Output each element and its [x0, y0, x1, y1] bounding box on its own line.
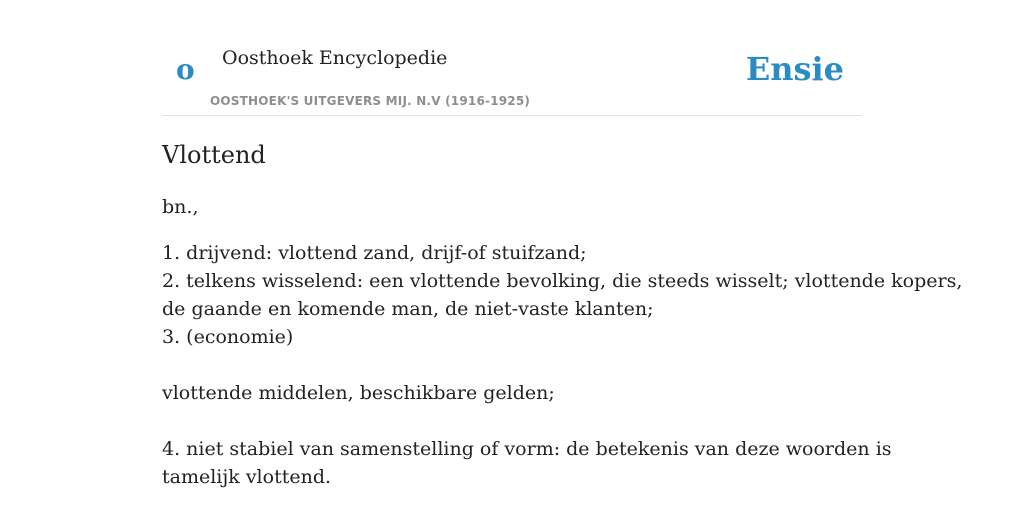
blank-line — [162, 407, 862, 435]
definition-line: 4. niet stabiel van samenstelling of vorm: de betekenis van deze woorden is — [162, 438, 892, 460]
definition-line: de gaande en komende man, de niet-vaste klanten; — [162, 298, 654, 320]
site-title[interactable]: Oosthoek Encyclopedie — [222, 47, 448, 69]
site-logo[interactable]: o — [176, 53, 195, 86]
publisher-label: OOSTHOEK'S UITGEVERS MIJ. N.V (1916-1925) — [210, 94, 531, 108]
definition-line: 3. (economie) — [162, 326, 294, 348]
definition-line: tamelijk vlottend. — [162, 466, 332, 488]
site-header — [162, 0, 862, 116]
definition-line: vlottende middelen, beschikbare gelden; — [162, 382, 555, 404]
definition-list — [162, 239, 963, 491]
content-wrapper — [162, 0, 963, 488]
part-of-speech: bn., — [162, 196, 199, 218]
definition-line: 1. drijvend: vlottend zand, drijf-of stuifzand; — [162, 242, 587, 264]
blank-line — [162, 351, 862, 379]
brand-logo-link[interactable]: Ensie — [745, 50, 844, 88]
entry-title: Vlottend — [162, 141, 266, 169]
definition-line: 2. telkens wisselend: een vlottende bevolking, die steeds wisselt; vlottende kopers, — [162, 270, 963, 292]
